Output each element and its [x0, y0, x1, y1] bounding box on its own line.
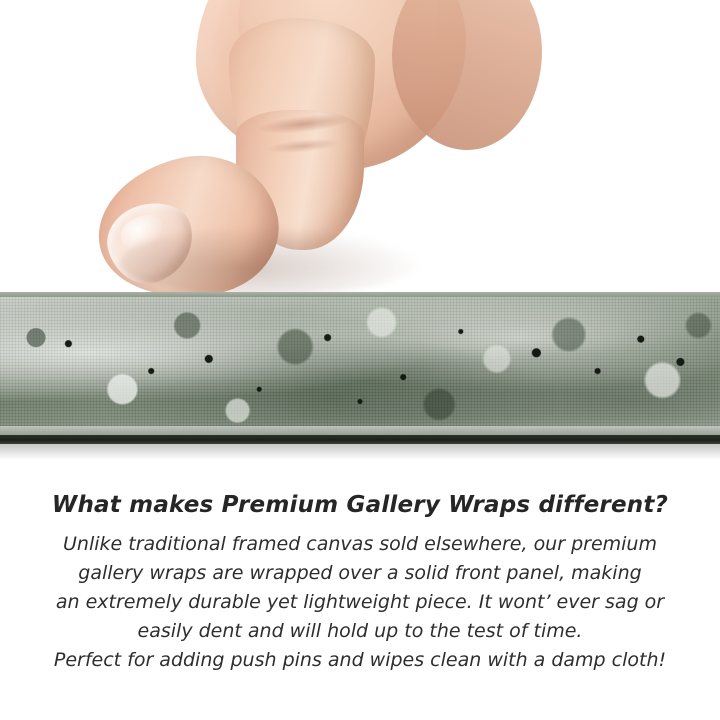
caption-heading: What makes Premium Gallery Wraps different?: [51, 492, 669, 518]
caption-line: easily dent and will hold up to the test of time.: [137, 620, 583, 642]
canvas-drop-shadow: [0, 444, 720, 460]
caption-line: gallery wraps are wrapped over a solid front panel, making: [78, 562, 642, 584]
hand-photo-region: [0, 0, 720, 296]
canvas-bottom-edge: [0, 435, 720, 444]
canvas-edge-strip: [0, 292, 720, 444]
caption-line: Perfect for adding push pins and wipes clean with a damp cloth!: [53, 649, 667, 671]
caption-line: an extremely durable yet lightweight piece. It wont’ ever sag or: [55, 591, 665, 613]
canvas-texture-specks: [0, 292, 720, 444]
caption-block: [0, 492, 720, 675]
hand-contact-shadow: [120, 226, 420, 296]
caption-line: Unlike traditional framed canvas sold elsewhere, our premium: [63, 533, 657, 555]
hand-illustration: [0, 0, 720, 296]
caption-body: [0, 530, 720, 675]
